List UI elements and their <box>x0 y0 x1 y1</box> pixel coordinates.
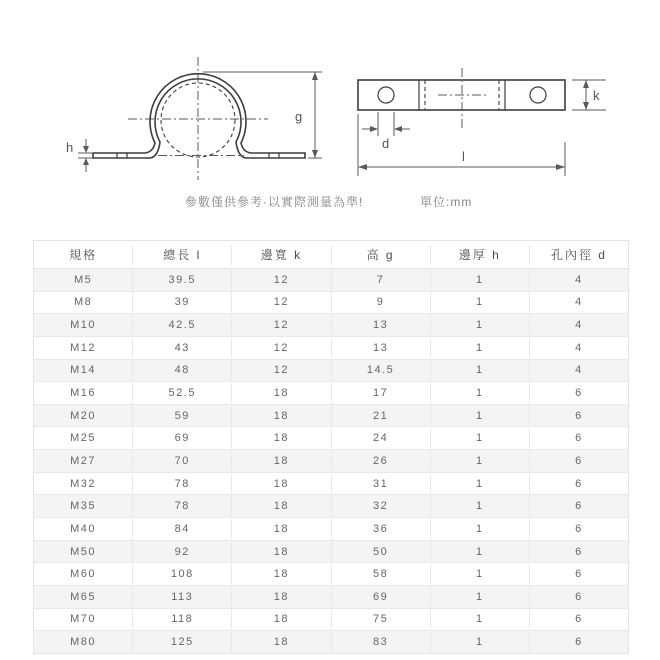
table-cell: M8 <box>34 292 133 312</box>
table-cell: 31 <box>332 474 431 494</box>
table-cell: 18 <box>232 428 331 448</box>
table-cell: 12 <box>232 315 331 335</box>
top-view-drawing <box>358 68 606 176</box>
table-cell: 1 <box>431 428 530 448</box>
table-cell: 1 <box>431 474 530 494</box>
spec-table <box>33 240 629 654</box>
table-cell: 4 <box>575 319 583 332</box>
clamp-drawing-svg <box>0 0 660 195</box>
table-cell: 6 <box>575 500 583 513</box>
table-cell: 24 <box>332 428 431 448</box>
table-cell: 1 <box>431 542 530 562</box>
disclaimer-text: 參數僅供參考·以實際測量為準! <box>185 195 364 209</box>
table-cell: 32 <box>332 496 431 516</box>
table-header-row <box>34 241 628 269</box>
table-row <box>34 405 628 428</box>
table-cell: 6 <box>575 432 583 445</box>
table-cell: M27 <box>34 451 133 471</box>
table-cell: 6 <box>575 454 583 467</box>
table-cell: 6 <box>575 387 583 400</box>
table-cell: 18 <box>232 564 331 584</box>
table-cell: 18 <box>232 587 331 607</box>
table-cell: M20 <box>34 406 133 426</box>
clamp-outer-profile <box>93 74 305 153</box>
table-cell: 6 <box>575 636 583 649</box>
table-cell: 13 <box>332 338 431 358</box>
table-body <box>34 269 628 653</box>
table-cell: 12 <box>232 360 331 380</box>
table-cell: 6 <box>575 613 583 626</box>
dimension-k <box>572 80 606 110</box>
table-row <box>34 269 628 292</box>
note-row <box>0 193 660 211</box>
table-cell: 50 <box>332 542 431 562</box>
table-cell: 1 <box>431 406 530 426</box>
table-cell: 78 <box>133 474 232 494</box>
dim-label-k: k <box>593 88 600 103</box>
table-header-cell: 規格 <box>34 245 133 265</box>
table-row <box>34 382 628 405</box>
dimension-h <box>66 139 92 172</box>
table-cell: 1 <box>431 496 530 516</box>
table-cell: M16 <box>34 383 133 403</box>
table-cell: 70 <box>133 451 232 471</box>
table-cell: 4 <box>575 364 583 377</box>
table-cell: 39.5 <box>133 270 232 290</box>
table-cell: 18 <box>232 519 331 539</box>
technical-drawings <box>0 0 660 195</box>
table-header-cell: 高 g <box>332 245 431 265</box>
table-cell: M32 <box>34 474 133 494</box>
table-cell: 1 <box>431 292 530 312</box>
table-cell: 18 <box>232 609 331 629</box>
table-cell: M70 <box>34 609 133 629</box>
table-cell: 1 <box>431 270 530 290</box>
table-cell: 18 <box>232 632 331 652</box>
table-row <box>34 518 628 541</box>
table-cell: 26 <box>332 451 431 471</box>
table-cell: 6 <box>575 545 583 558</box>
table-cell: 13 <box>332 315 431 335</box>
table-cell: 6 <box>575 522 583 535</box>
table-cell: 18 <box>232 383 331 403</box>
table-cell: M40 <box>34 519 133 539</box>
table-cell: 59 <box>133 406 232 426</box>
table-cell: 78 <box>133 496 232 516</box>
table-cell: 17 <box>332 383 431 403</box>
table-header-cell: 總長 l <box>133 245 232 265</box>
table-cell: 18 <box>232 451 331 471</box>
table-cell: 18 <box>232 496 331 516</box>
table-cell: M25 <box>34 428 133 448</box>
table-header-cell: 邊寬 k <box>232 245 331 265</box>
table-header-cell: 孔內徑 d <box>550 247 607 262</box>
table-cell: 1 <box>431 587 530 607</box>
table-cell: 69 <box>332 587 431 607</box>
dim-label-h: h <box>66 140 74 155</box>
table-cell: 83 <box>332 632 431 652</box>
table-cell: 1 <box>431 564 530 584</box>
dim-label-d: d <box>382 136 390 151</box>
table-cell: 1 <box>431 632 530 652</box>
table-row <box>34 450 628 473</box>
table-cell: 52.5 <box>133 383 232 403</box>
dimension-d <box>362 112 410 151</box>
table-header-cell: 邊厚 h <box>431 245 530 265</box>
table-cell: 4 <box>575 296 583 309</box>
table-cell: 6 <box>575 477 583 490</box>
table-cell: 6 <box>575 568 583 581</box>
table-cell: 48 <box>133 360 232 380</box>
table-row <box>34 609 628 632</box>
table-cell: 6 <box>575 590 583 603</box>
dim-label-g: g <box>295 109 303 124</box>
table-cell: 39 <box>133 292 232 312</box>
table-row <box>34 563 628 586</box>
table-cell: 1 <box>431 609 530 629</box>
table-cell: 108 <box>133 564 232 584</box>
table-row <box>34 314 628 337</box>
table-cell: 18 <box>232 474 331 494</box>
table-row <box>34 541 628 564</box>
table-cell: 1 <box>431 338 530 358</box>
table-row <box>34 360 628 383</box>
clamp-inner-profile <box>93 79 305 158</box>
table-cell: 36 <box>332 519 431 539</box>
table-cell: 12 <box>232 270 331 290</box>
table-row <box>34 427 628 450</box>
table-cell: 84 <box>133 519 232 539</box>
table-cell: 69 <box>133 428 232 448</box>
table-cell: 4 <box>575 341 583 354</box>
table-cell: 18 <box>232 542 331 562</box>
table-cell: 75 <box>332 609 431 629</box>
table-cell: 92 <box>133 542 232 562</box>
right-hole <box>530 87 546 103</box>
table-cell: 1 <box>431 383 530 403</box>
table-cell: M65 <box>34 587 133 607</box>
table-cell: 7 <box>332 270 431 290</box>
table-cell: 6 <box>575 409 583 422</box>
table-cell: 1 <box>431 360 530 380</box>
table-cell: 14.5 <box>332 360 431 380</box>
table-cell: 43 <box>133 338 232 358</box>
table-row <box>34 337 628 360</box>
table-cell: M60 <box>34 564 133 584</box>
table-cell: 1 <box>431 451 530 471</box>
table-row <box>34 495 628 518</box>
table-cell: 113 <box>133 587 232 607</box>
table-cell: M50 <box>34 542 133 562</box>
table-cell: M35 <box>34 496 133 516</box>
table-cell: 12 <box>232 338 331 358</box>
table-row <box>34 586 628 609</box>
table-cell: M12 <box>34 338 133 358</box>
front-view-drawing <box>66 57 322 180</box>
table-cell: M10 <box>34 315 133 335</box>
unit-text: 單位:mm <box>420 195 473 209</box>
table-cell: 42.5 <box>133 315 232 335</box>
dim-label-l: l <box>462 149 465 164</box>
left-hole <box>378 87 394 103</box>
table-cell: 4 <box>575 273 583 286</box>
table-row <box>34 631 628 653</box>
table-row <box>34 473 628 496</box>
table-cell: 12 <box>232 292 331 312</box>
table-cell: M80 <box>34 632 133 652</box>
table-cell: 21 <box>332 406 431 426</box>
table-cell: 1 <box>431 315 530 335</box>
table-cell: M14 <box>34 360 133 380</box>
table-cell: 18 <box>232 406 331 426</box>
table-cell: 118 <box>133 609 232 629</box>
table-cell: 9 <box>332 292 431 312</box>
table-cell: M5 <box>34 270 133 290</box>
table-row <box>34 292 628 315</box>
table-cell: 58 <box>332 564 431 584</box>
table-cell: 1 <box>431 519 530 539</box>
table-cell: 125 <box>133 632 232 652</box>
